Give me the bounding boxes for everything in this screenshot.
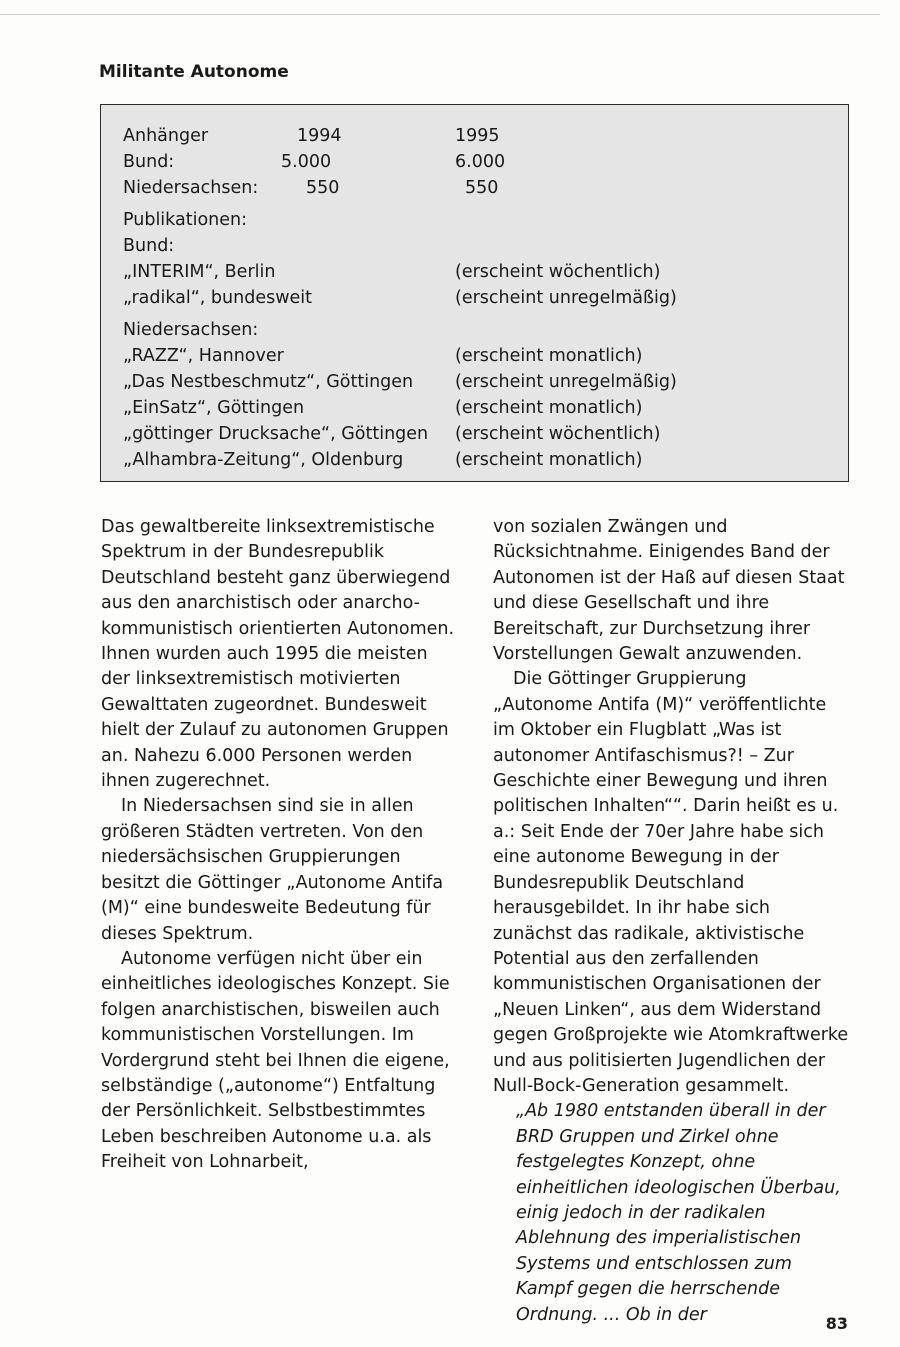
- publication-frequency: (erscheint monatlich): [455, 450, 643, 470]
- page-number: 83: [825, 1314, 848, 1333]
- publication-frequency: (erscheint wöchentlich): [455, 262, 661, 282]
- publications-niedersachsen-label: Niedersachsen:: [123, 320, 259, 340]
- quote-paragraph: „Ab 1980 entstanden überall in der BRD Gruppen und Zirkel ohne festgelegtes Konzept, ohne einheitlichen ideologischen Überbau, einig jedoch in der radikalen Ablehnung des imperialistischen Systems und entschlossen zum Kampf gegen die herrschende Ordnung. ... Ob in der: [516, 1101, 841, 1325]
- publications-heading: Publikationen:: [123, 210, 247, 230]
- stats-row-label: Niedersachsen:: [123, 178, 259, 198]
- publication-name: „INTERIM“, Berlin: [123, 262, 276, 282]
- publication-name: „Alhambra-Zeitung“, Oldenburg: [123, 450, 404, 470]
- publication-frequency: (erscheint unregelmäßig): [455, 288, 677, 308]
- followers-label: Anhänger: [123, 126, 209, 146]
- stats-value-1994: 5.000: [281, 152, 332, 172]
- stats-value-1995: 6.000: [455, 152, 506, 172]
- paragraph: Autonome verfügen nicht über ein einheitliches ideologisches Konzept. Sie folgen anarchistischen, bisweilen auch kommunistischen Vorstellungen. Im Vordergrund steht bei Ihnen die eigene, selbständige („autonome“) Entfaltung der Persönlichkeit. Selbstbestimmtes Leben beschreiben Autonome u.a. als Freiheit von Lohnarbeit,: [101, 948, 450, 1173]
- right-column: [493, 515, 849, 1328]
- paragraph: Das gewaltbereite linksextremistische Spektrum in der Bundesrepublik Deutschland besteht ganz überwiegend aus den anarchistisch oder anarcho-kommunistisch orientierten Autonomen. Ihnen wurden auch 1995 die meisten der linksextremistisch motivierten Gewalttaten zugeordnet. Bundesweit hielt der Zulauf zu autonomen Gruppen an. Nahezu 6.000 Personen werden ihnen zugerechnet.: [101, 517, 455, 792]
- stats-row-niedersachsen: [123, 175, 258, 201]
- publication-frequency: (erscheint unregelmäßig): [455, 372, 677, 392]
- paragraph: von sozialen Zwängen und Rücksichtnahme. Einigendes Band der Autonomen ist der Haß auf diesen Staat und diese Gesellschaft und ihre Bereitschaft, zur Durchsetzung ihrer Vorstellungen Gewalt anzuwenden.: [493, 517, 845, 665]
- left-column: [101, 515, 461, 1176]
- section-title: Militante Autonome: [99, 62, 289, 82]
- stats-row-label: Bund:: [123, 152, 175, 172]
- publication-name: „RAZZ“, Hannover: [123, 346, 284, 366]
- stats-row-bund: [123, 149, 174, 175]
- publications-bund-label: Bund:: [123, 236, 175, 256]
- stats-value-1995: 550: [465, 178, 499, 198]
- publication-frequency: (erscheint monatlich): [455, 346, 643, 366]
- publication-name: „Das Nestbeschmutz“, Göttingen: [123, 372, 414, 392]
- publication-frequency: (erscheint monatlich): [455, 398, 643, 418]
- stats-header-row: [123, 123, 208, 149]
- year-1994: 1994: [297, 126, 342, 146]
- year-1995: 1995: [455, 126, 500, 146]
- stats-value-1994: 550: [306, 178, 340, 198]
- paragraph: Die Göttinger Gruppierung „Autonome Antifa (M)“ veröffentlichte im Oktober ein Flugblatt „Was ist autonomer Antifaschismus?! – Zur Geschichte einer Bewegung und ihren politischen Inhalten““. Darin heißt es u. a.: Seit Ende der 70er Jahre habe sich eine autonome Bewegung in der Bundesrepublik Deutschland herausgebildet. In ihr habe sich zunächst das radikale, aktivistische Potential aus den zerfallenden kommunistischen Organisationen der „Neuen Linken“, aus dem Widerstand gegen Großprojekte wie Atomkraftwerke und aus politisierten Jugendlichen der Null-Bock-Generation gesammelt.: [493, 669, 849, 1096]
- statistics-box: [100, 104, 849, 482]
- publication-name: „EinSatz“, Göttingen: [123, 398, 305, 418]
- publication-name: „radikal“, bundesweit: [123, 288, 313, 308]
- publication-name: „göttinger Drucksache“, Göttingen: [123, 424, 429, 444]
- publication-frequency: (erscheint wöchentlich): [455, 424, 661, 444]
- top-rule: [0, 14, 880, 15]
- paragraph: In Niedersachsen sind sie in allen größeren Städten vertreten. Von den niedersächsischen Gruppierungen besitzt die Göttinger „Autonome Antifa (M)“ eine bundesweite Bedeutung für dieses Spektrum.: [101, 796, 444, 944]
